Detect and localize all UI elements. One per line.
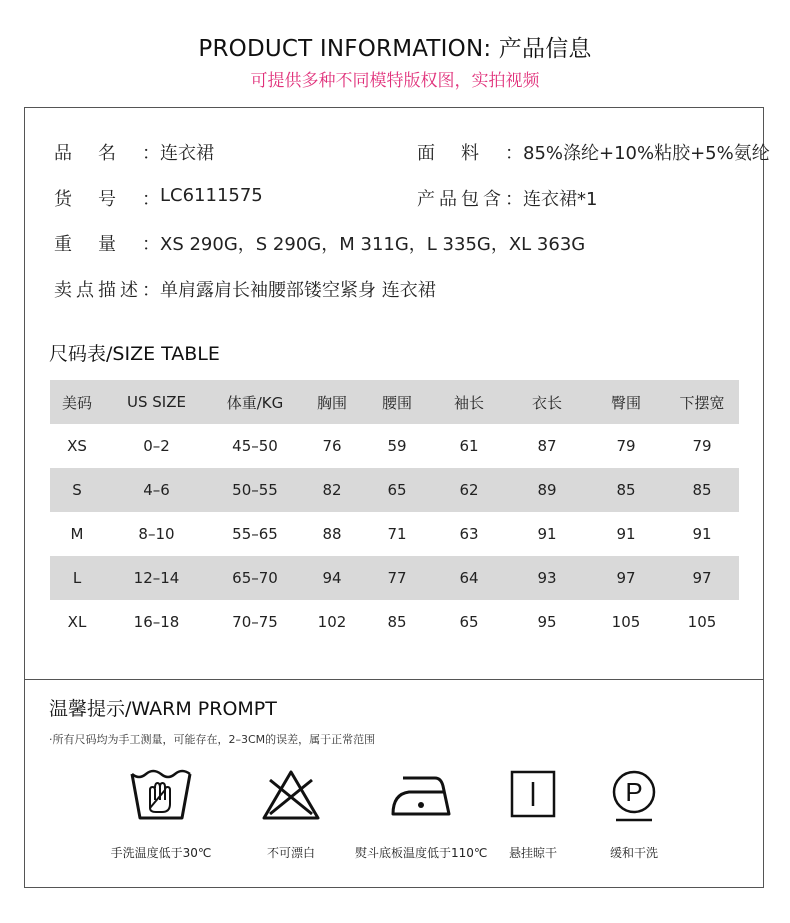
table-cell: 93 xyxy=(507,556,587,600)
size-table-header xyxy=(50,380,739,424)
table-cell: 55–65 xyxy=(232,525,278,543)
table-cell: 94 xyxy=(301,556,363,600)
iron-low-icon xyxy=(387,768,453,824)
weight-label: 重量： xyxy=(54,234,160,255)
table-cell: 102 xyxy=(317,613,347,631)
product-name-label: 品名： xyxy=(54,143,160,164)
description-value: 单肩露肩长袖腰部镂空紧身 连衣裙 xyxy=(160,280,436,301)
description-row xyxy=(54,276,436,302)
table-cell: 85 xyxy=(387,613,407,631)
table-cell: 85 xyxy=(587,468,665,512)
table-cell: 88 xyxy=(322,525,342,543)
fabric-row xyxy=(417,139,770,165)
table-cell: 105 xyxy=(611,613,641,631)
hang-dry-label: 悬挂晾干 xyxy=(508,846,557,860)
care-item-iron xyxy=(355,768,488,861)
table-cell: M xyxy=(70,525,84,543)
table-cell: 91 xyxy=(537,525,557,543)
weight-value: XS 290G，S 290G，M 311G，L 335G，XL 363G xyxy=(160,234,586,255)
table-cell: 65 xyxy=(363,468,431,512)
hang-dry-icon xyxy=(500,768,566,824)
section-divider xyxy=(25,679,763,680)
size-table xyxy=(50,380,739,644)
table-row xyxy=(50,512,739,556)
table-cell: S xyxy=(50,468,104,512)
table-cell: 8–10 xyxy=(138,525,175,543)
table-cell: 89 xyxy=(507,468,587,512)
table-cell: L xyxy=(50,556,104,600)
page-title: PRODUCT INFORMATION: 产品信息 xyxy=(198,36,592,62)
table-cell: 105 xyxy=(687,613,717,631)
fabric-label: 面料： xyxy=(417,143,523,164)
dry-clean-letter: P xyxy=(625,777,643,807)
column-header: 下摆宽 xyxy=(665,380,739,424)
table-cell: 64 xyxy=(431,556,507,600)
fabric-value: 85%涤纶+10%粘胶+5%氨纶 xyxy=(523,143,770,164)
iron-low-label: 熨斗底板温度低于110℃ xyxy=(355,846,488,860)
table-cell: 16–18 xyxy=(133,613,180,631)
column-header: 臀围 xyxy=(587,380,665,424)
table-cell: XL xyxy=(67,613,87,631)
includes-row xyxy=(417,185,597,211)
measurement-note: ·所有尺码均为手工测量，可能存在，2–3CM的误差，属于正常范围 xyxy=(49,733,376,746)
warm-prompt-title: 温馨提示/WARM PROMPT xyxy=(49,698,277,720)
sku-value: LC6111575 xyxy=(160,185,263,206)
table-cell: 95 xyxy=(537,613,557,631)
table-cell: 97 xyxy=(587,556,665,600)
description-label: 卖点描述： xyxy=(54,280,160,301)
table-cell: 62 xyxy=(431,468,507,512)
table-cell: 65–70 xyxy=(209,556,301,600)
includes-value: 连衣裙*1 xyxy=(523,189,598,210)
column-header: 体重/KG xyxy=(209,380,301,424)
table-cell: 91 xyxy=(692,525,712,543)
product-name-value: 连衣裙 xyxy=(160,143,214,164)
info-frame xyxy=(24,107,770,888)
sku-label: 货号： xyxy=(54,189,160,210)
page-subtitle: 可提供多种不同模特版权图，实拍视频 xyxy=(250,71,540,91)
hand-wash-icon xyxy=(128,768,194,824)
care-item-no-bleach xyxy=(226,768,356,861)
table-row xyxy=(50,556,739,600)
table-cell: 45–50 xyxy=(232,437,278,455)
table-cell: 87 xyxy=(537,437,557,455)
column-header: US SIZE xyxy=(104,380,209,424)
table-cell: 85 xyxy=(665,468,739,512)
table-cell: 71 xyxy=(387,525,407,543)
table-cell: 77 xyxy=(363,556,431,600)
column-header: 胸围 xyxy=(301,380,363,424)
product-name-row xyxy=(54,139,214,165)
table-cell: 70–75 xyxy=(232,613,278,631)
care-item-dry-clean xyxy=(569,768,699,861)
hand-wash-label: 手洗温度低于30℃ xyxy=(110,846,212,860)
table-cell: 59 xyxy=(387,437,407,455)
table-cell: 97 xyxy=(665,556,739,600)
table-cell: 4–6 xyxy=(104,468,209,512)
table-cell: 79 xyxy=(616,437,636,455)
no-bleach-icon xyxy=(258,768,324,824)
no-bleach-label: 不可漂白 xyxy=(266,846,315,860)
care-item-hand-wash xyxy=(96,768,226,861)
table-cell: 82 xyxy=(301,468,363,512)
table-row xyxy=(50,600,739,644)
table-row xyxy=(50,468,739,512)
table-cell: 0–2 xyxy=(143,437,170,455)
table-row xyxy=(50,424,739,468)
includes-label: 产品包含： xyxy=(417,189,523,210)
table-cell: 12–14 xyxy=(104,556,209,600)
sku-row xyxy=(54,185,263,211)
column-header: 衣长 xyxy=(507,380,587,424)
column-header: 腰围 xyxy=(363,380,431,424)
table-cell: 50–55 xyxy=(209,468,301,512)
table-cell: 76 xyxy=(322,437,342,455)
table-cell: 91 xyxy=(616,525,636,543)
gentle-dry-clean-label: 缓和干洗 xyxy=(609,846,658,860)
column-header: 美码 xyxy=(50,380,104,424)
table-cell: XS xyxy=(67,437,87,455)
size-table-title: 尺码表/SIZE TABLE xyxy=(49,343,220,365)
table-cell: 61 xyxy=(459,437,479,455)
table-cell: 79 xyxy=(692,437,712,455)
weight-row xyxy=(54,230,585,256)
table-cell: 63 xyxy=(459,525,479,543)
gentle-dry-clean-icon xyxy=(601,768,667,824)
column-header: 袖长 xyxy=(431,380,507,424)
table-cell: 65 xyxy=(459,613,479,631)
